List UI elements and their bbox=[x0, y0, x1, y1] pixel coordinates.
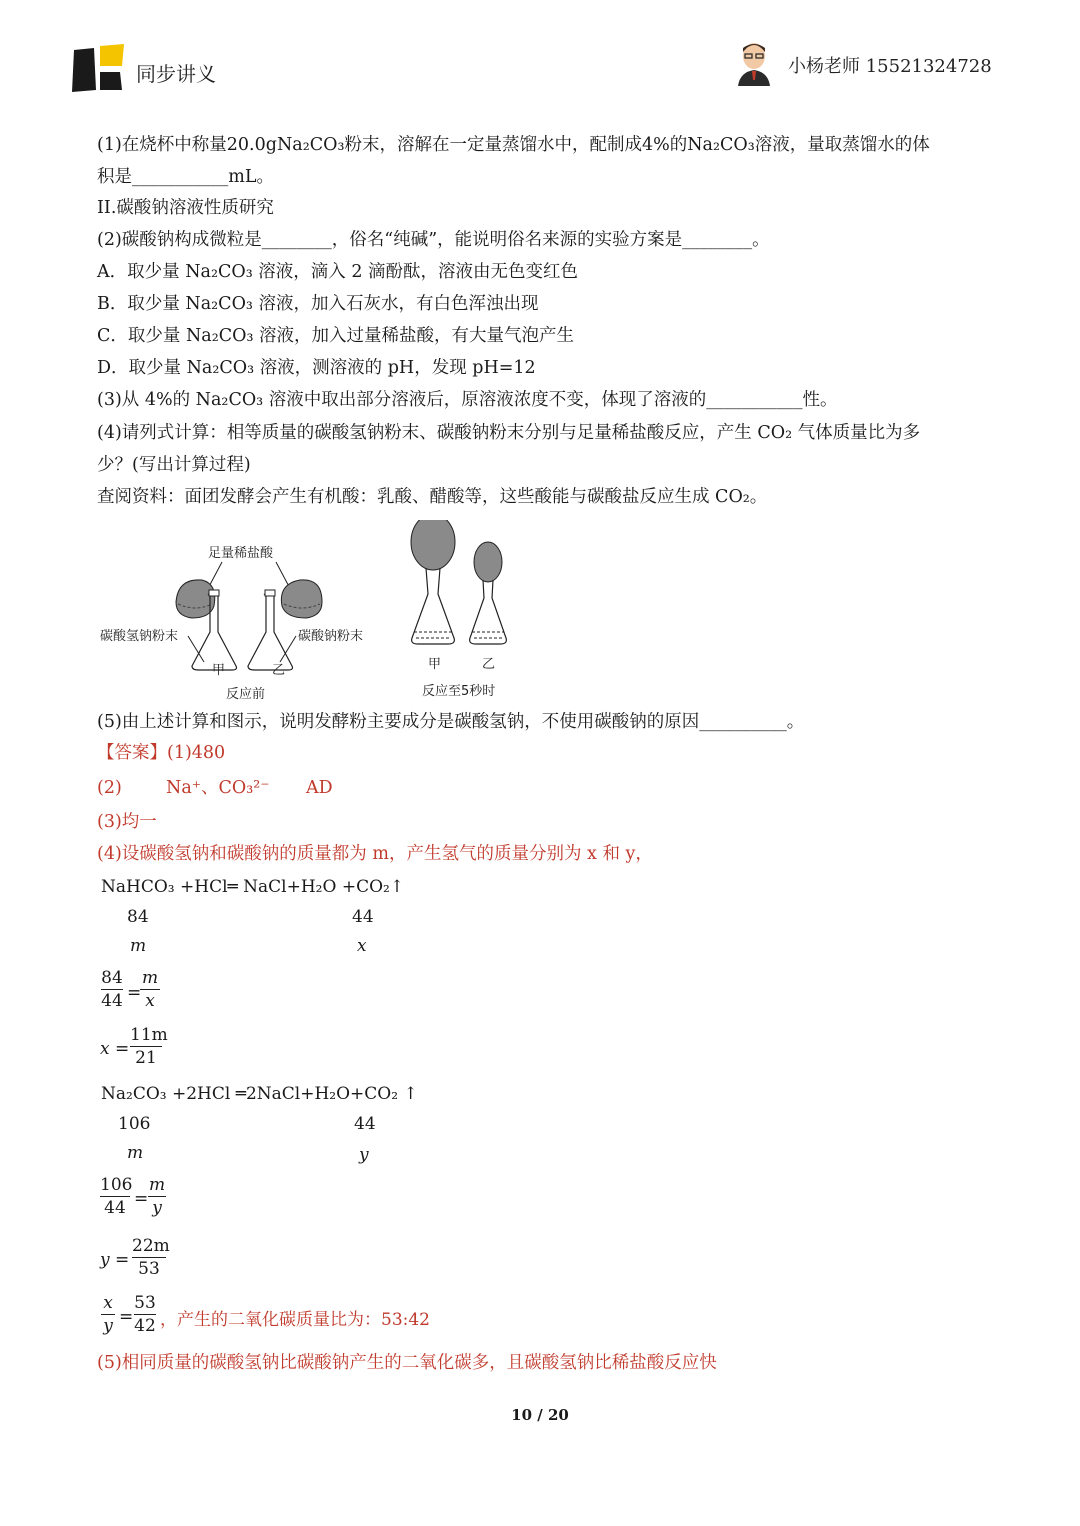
teacher-contact: 小杨老师 15521324728 bbox=[788, 56, 992, 77]
teacher-avatar-icon bbox=[734, 40, 774, 86]
fraction-22m-53: 22m 53 bbox=[132, 1236, 170, 1279]
eq1-var-x: x bbox=[357, 936, 367, 956]
fraction-x-y: x y bbox=[101, 1293, 115, 1336]
y-label: y = bbox=[100, 1250, 130, 1270]
label-jia-after: 甲 bbox=[428, 657, 442, 672]
question-5: (5)由上述计算和图示，说明发酵粉主要成分是碳酸氢钠，不使用碳酸钠的原因__________。 bbox=[97, 712, 805, 732]
answer-2-choice: AD bbox=[306, 778, 333, 798]
eq2-mass-na2co3: 106 bbox=[118, 1114, 151, 1134]
equals-sign-2: = bbox=[134, 1189, 149, 1209]
equals-sign-3: = bbox=[119, 1307, 134, 1327]
label-yi-before: 乙 bbox=[272, 663, 286, 678]
label-jia-before: 甲 bbox=[212, 663, 226, 678]
label-right-powder: 碳酸钠粉末 bbox=[298, 629, 364, 644]
question-4: (4)请列式计算：相等质量的碳酸氢钠粉末、碳酸钠粉末分别与足量稀盐酸反应，产生 CO₂ 气体质量比为多 bbox=[97, 423, 921, 443]
question-3: (3)从 4%的 Na₂CO₃ 溶液中取出部分溶液后，原溶液浓度不变，体现了溶液的___________性。 bbox=[97, 390, 838, 410]
question-1: (1)在烧杯中称量20.0gNa₂CO₃粉末，溶解在一定量蒸馏水中，配制成4%的Na₂CO₃溶液，量取蒸馏水的体 bbox=[97, 135, 930, 155]
option-b: B．取少量 Na₂CO₃ 溶液，加入石灰水，有白色浑浊出现 bbox=[97, 294, 539, 314]
fraction-m-x: m x bbox=[141, 968, 159, 1011]
option-c: C．取少量 Na₂CO₃ 溶液，加入过量稀盐酸，有大量气泡产生 bbox=[97, 326, 575, 346]
page-number: 10 / 20 bbox=[511, 1406, 569, 1424]
experiment-figure bbox=[96, 520, 516, 710]
answer-2-ions: Na⁺、CO₃²⁻ bbox=[166, 778, 270, 798]
fraction-11m-21: 11m 21 bbox=[130, 1025, 168, 1068]
x-label: x = bbox=[100, 1039, 130, 1059]
eq1-mass-co2: 44 bbox=[352, 907, 374, 927]
fraction-106-44: 106 44 bbox=[100, 1175, 133, 1218]
answer-1: 【答案】(1)480 bbox=[97, 743, 226, 763]
eq2-var-m: m bbox=[127, 1143, 144, 1163]
logo-icon bbox=[70, 44, 126, 94]
question-2: (2)碳酸钠构成微粒是________，俗名“纯碱”，能说明俗名来源的实验方案是________。 bbox=[97, 230, 770, 250]
eq1-mass-nahco3: 84 bbox=[127, 907, 149, 927]
reference-info: 查阅资料：面团发酵会产生有机酸：乳酸、醋酸等，这些酸能与碳酸盐反应生成 CO₂。 bbox=[97, 487, 768, 507]
equals-sign: = bbox=[127, 983, 142, 1003]
equation-1: NaHCO₃ +HCl═ NaCl+H₂O +CO₂↑ bbox=[101, 877, 405, 897]
eq1-var-m: m bbox=[130, 936, 147, 956]
question-1-cont: 积是___________mL。 bbox=[97, 167, 274, 187]
page-header bbox=[0, 0, 1080, 110]
label-before: 反应前 bbox=[226, 687, 266, 702]
fraction-53-42: 53 42 bbox=[134, 1293, 156, 1336]
label-after: 反应至5秒时 bbox=[422, 684, 496, 699]
answer-4-intro: (4)设碳酸氢钠和碳酸钠的质量都为 m，产生氢气的质量分别为 x 和 y， bbox=[97, 844, 653, 864]
answer-2-label: (2) bbox=[97, 778, 122, 798]
question-4-cont: 少？(写出计算过程) bbox=[97, 455, 251, 475]
eq2-var-y: y bbox=[359, 1145, 369, 1165]
section-2-title: II.碳酸钠溶液性质研究 bbox=[97, 198, 274, 218]
option-a: A．取少量 Na₂CO₃ 溶液，滴入 2 滴酚酞，溶液由无色变红色 bbox=[97, 262, 579, 282]
equation-2: Na₂CO₃ +2HCl ═2NaCl+H₂O+CO₂ ↑ bbox=[101, 1084, 418, 1104]
option-d: D．取少量 Na₂CO₃ 溶液，测溶液的 pH，发现 pH=12 bbox=[97, 358, 536, 378]
fraction-m-y: m y bbox=[148, 1175, 166, 1218]
label-acid: 足量稀盐酸 bbox=[208, 546, 274, 561]
eq2-mass-co2: 44 bbox=[354, 1114, 376, 1134]
answer-3: (3)均一 bbox=[97, 812, 157, 832]
ratio-conclusion: ，产生的二氧化碳质量比为：53:42 bbox=[160, 1310, 430, 1330]
brand-title: 同步讲义 bbox=[136, 62, 216, 86]
label-left-powder: 碳酸氢钠粉末 bbox=[100, 629, 179, 644]
fraction-84-44: 84 44 bbox=[101, 968, 123, 1011]
label-yi-after: 乙 bbox=[482, 657, 496, 672]
answer-5: (5)相同质量的碳酸氢钠比碳酸钠产生的二氧化碳多，且碳酸氢钠比稀盐酸反应快 bbox=[97, 1353, 717, 1373]
